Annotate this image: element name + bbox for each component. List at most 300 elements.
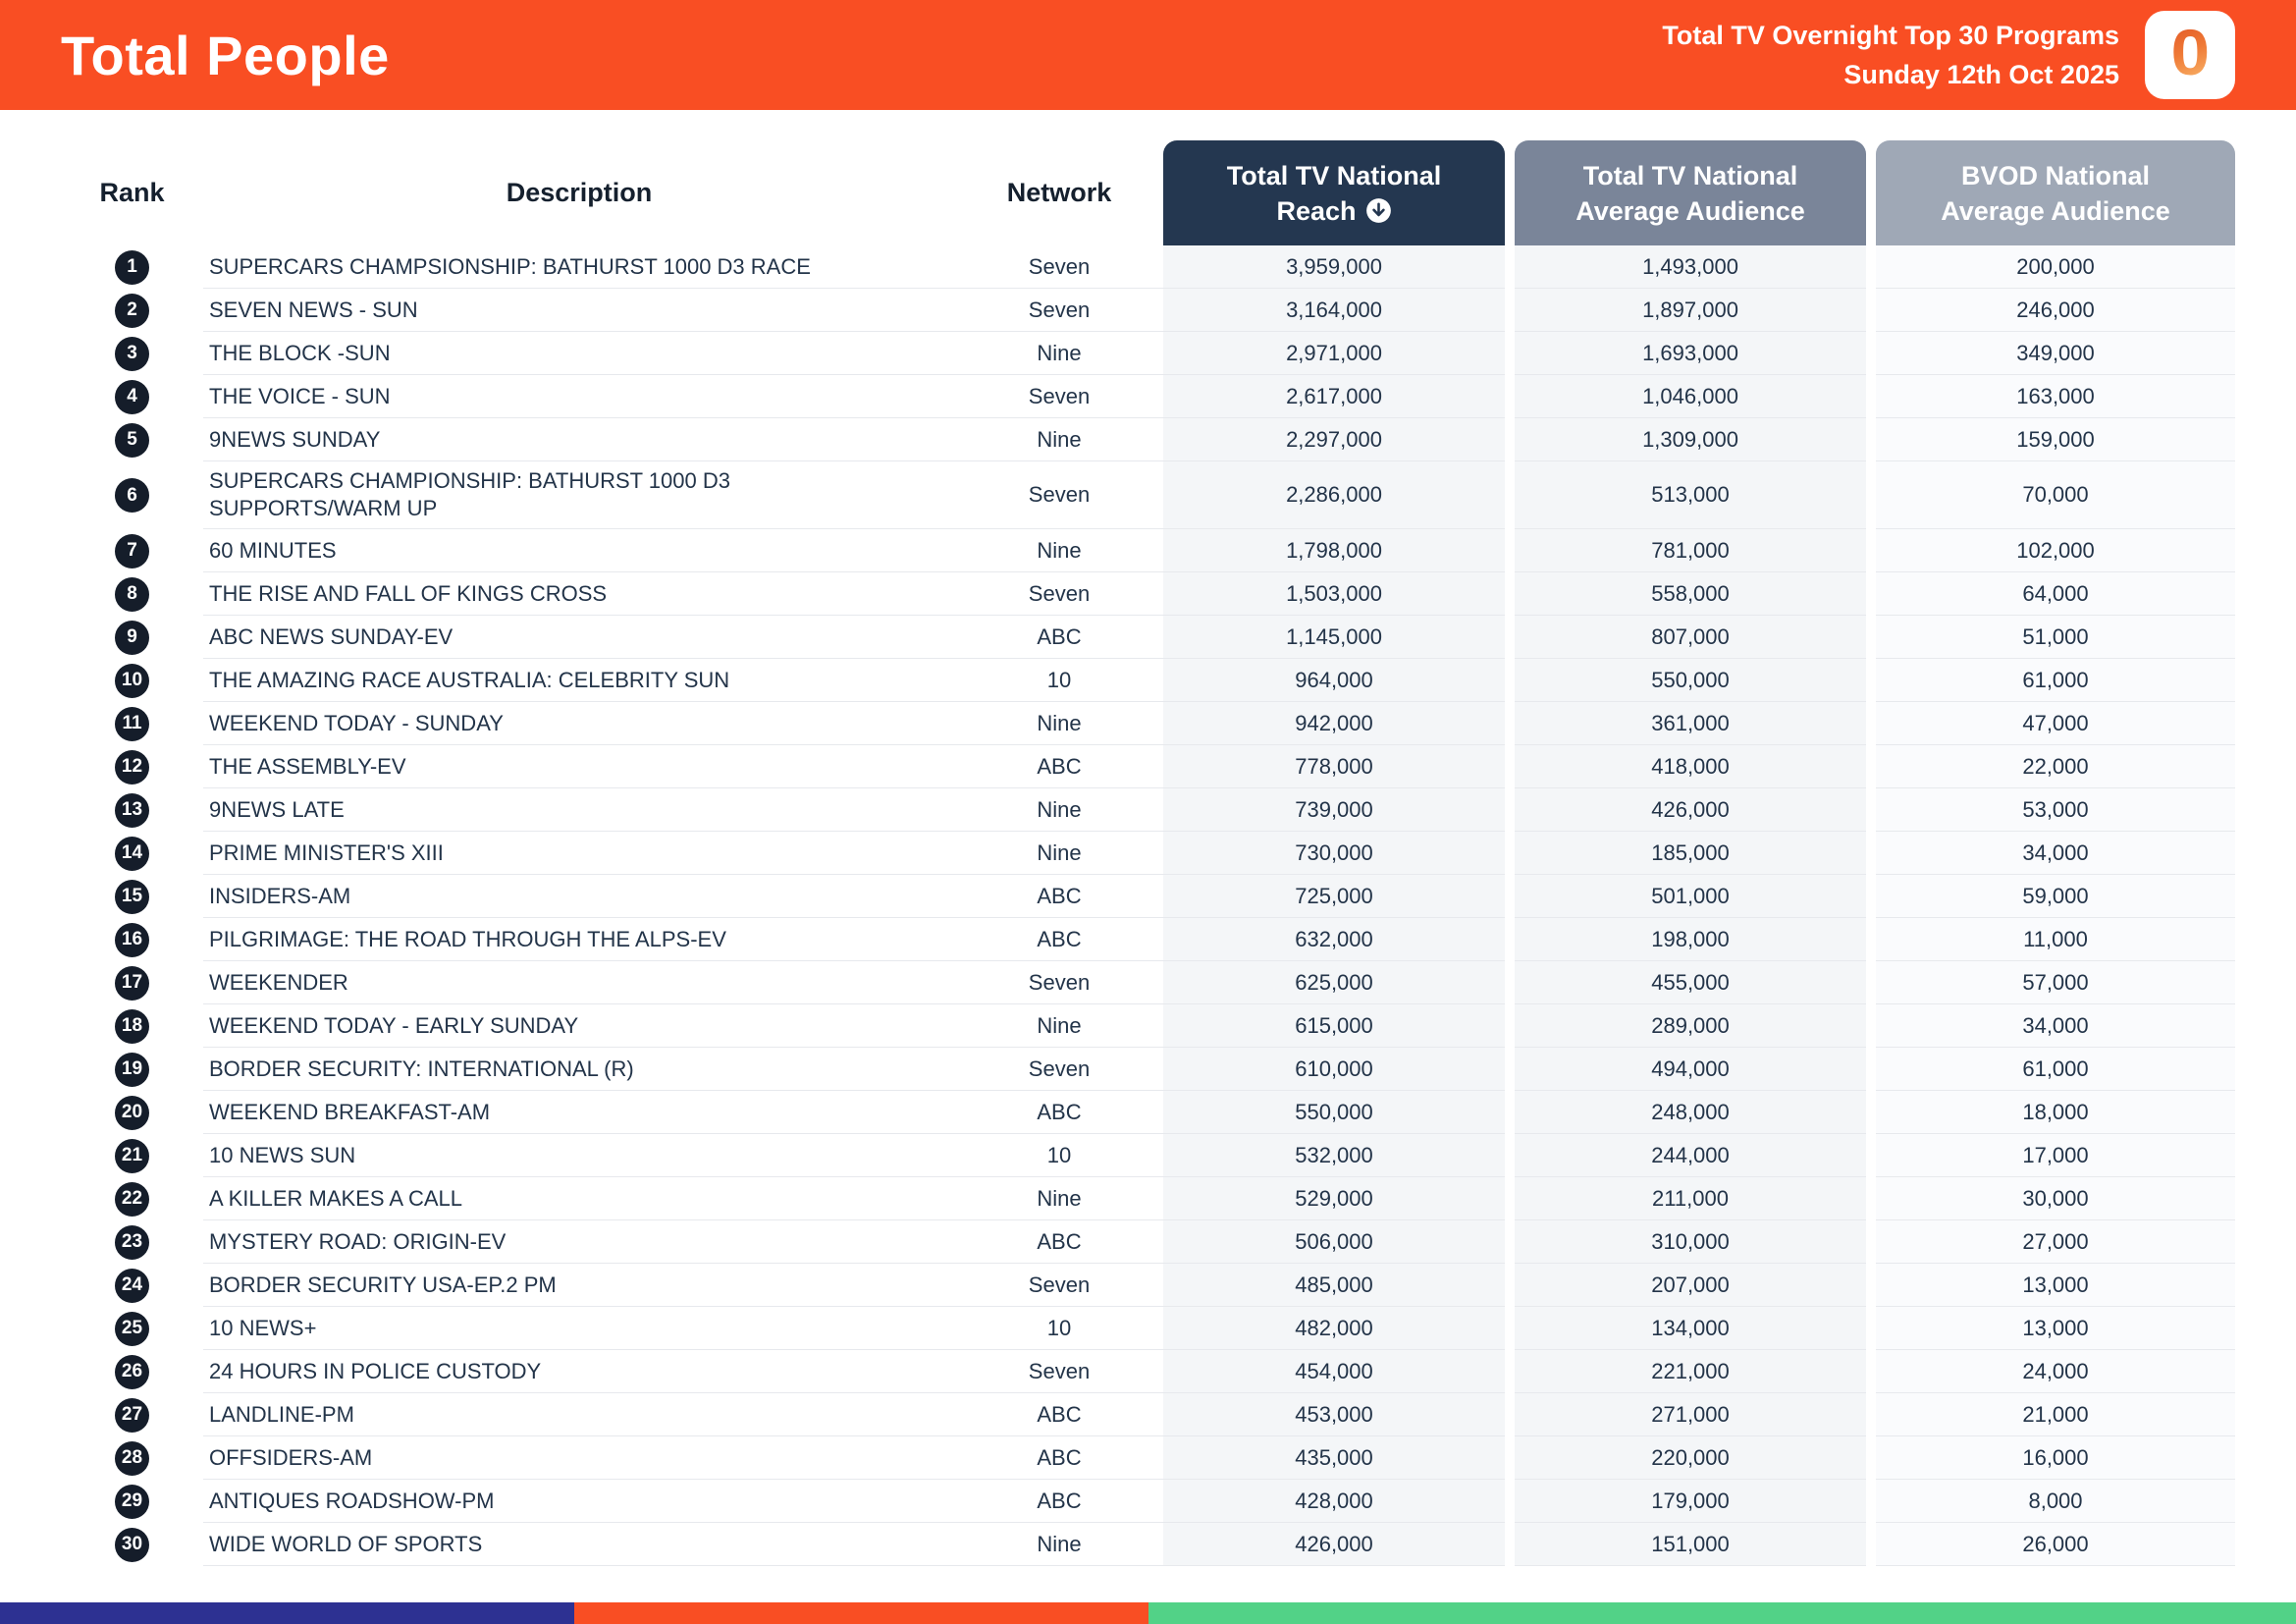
row-gutter [1505, 1004, 1515, 1048]
bvod-national-average-audience-cell: 13,000 [1876, 1264, 2235, 1307]
row-gutter [1866, 1134, 1876, 1177]
description-cell: WEEKEND BREAKFAST-AM [203, 1091, 955, 1134]
network-cell: 10 [955, 1307, 1163, 1350]
table-row [61, 1523, 2235, 1566]
network-cell: ABC [955, 918, 1163, 961]
network-cell: Nine [955, 1177, 1163, 1220]
network-cell: Seven [955, 1350, 1163, 1393]
description-cell: THE RISE AND FALL OF KINGS CROSS [203, 572, 955, 616]
network-cell: ABC [955, 1480, 1163, 1523]
avg-header-line2: Average Audience [1575, 195, 1805, 226]
total-tv-national-average-audience-cell: 1,309,000 [1515, 418, 1866, 461]
row-gutter [1866, 1480, 1876, 1523]
row-gutter [1866, 332, 1876, 375]
network-cell: Nine [955, 702, 1163, 745]
avg-header-line1: Total TV National [1582, 160, 1798, 190]
row-gutter [1505, 1393, 1515, 1436]
row-gutter [1505, 875, 1515, 918]
table-row [61, 572, 2235, 616]
rank-cell [61, 332, 203, 375]
total-tv-national-reach-cell: 482,000 [1163, 1307, 1505, 1350]
report-subtitle [1662, 16, 2119, 94]
total-tv-national-reach-cell: 3,959,000 [1163, 245, 1505, 289]
row-gutter [1866, 1350, 1876, 1393]
column-header-network: Network [1006, 178, 1112, 207]
total-tv-national-reach-cell: 2,286,000 [1163, 461, 1505, 529]
network-cell: 10 [955, 1134, 1163, 1177]
description-cell: LANDLINE-PM [203, 1393, 955, 1436]
row-gutter [1866, 832, 1876, 875]
row-gutter [1505, 832, 1515, 875]
total-tv-national-average-audience-cell: 455,000 [1515, 961, 1866, 1004]
row-gutter [1505, 245, 1515, 289]
table-body [61, 245, 2235, 1566]
description-cell: THE ASSEMBLY-EV [203, 745, 955, 788]
header-gutter [1505, 140, 1515, 245]
row-gutter [1866, 1307, 1876, 1350]
report-subtitle-line2: Sunday 12th Oct 2025 [1843, 60, 2119, 89]
bvod-national-average-audience-cell: 64,000 [1876, 572, 2235, 616]
bvod-national-average-audience-cell: 27,000 [1876, 1220, 2235, 1264]
rank-number: 29 [121, 1490, 143, 1511]
table-row [61, 659, 2235, 702]
row-gutter [1866, 1393, 1876, 1436]
description-cell: SEVEN NEWS - SUN [203, 289, 955, 332]
bvod-national-average-audience-cell: 21,000 [1876, 1393, 2235, 1436]
bvod-national-average-audience-cell: 200,000 [1876, 245, 2235, 289]
table-row [61, 1436, 2235, 1480]
rank-badge [115, 1053, 149, 1087]
total-tv-national-reach-cell: 453,000 [1163, 1393, 1505, 1436]
rank-badge [115, 1485, 149, 1519]
row-gutter [1505, 1436, 1515, 1480]
row-gutter [1866, 659, 1876, 702]
bvod-national-average-audience-cell: 13,000 [1876, 1307, 2235, 1350]
row-gutter [1866, 1523, 1876, 1566]
rank-badge [115, 621, 149, 655]
row-gutter [1505, 961, 1515, 1004]
bvod-national-average-audience-cell: 61,000 [1876, 659, 2235, 702]
description-cell: 9NEWS LATE [203, 788, 955, 832]
total-tv-national-average-audience-cell: 211,000 [1515, 1177, 1866, 1220]
rank-number: 2 [127, 299, 137, 320]
table-row [61, 702, 2235, 745]
row-gutter [1505, 1134, 1515, 1177]
total-tv-national-reach-cell: 529,000 [1163, 1177, 1505, 1220]
rank-badge [115, 664, 149, 698]
table-row [61, 1220, 2235, 1264]
total-tv-national-reach-cell: 2,617,000 [1163, 375, 1505, 418]
rank-badge [115, 1182, 149, 1217]
total-tv-national-average-audience-cell: 501,000 [1515, 875, 1866, 918]
table-row [61, 245, 2235, 289]
rank-cell [61, 1307, 203, 1350]
rank-badge [115, 1441, 149, 1476]
network-cell: Seven [955, 1048, 1163, 1091]
rank-number: 9 [127, 626, 137, 647]
row-gutter [1505, 332, 1515, 375]
network-cell: Seven [955, 461, 1163, 529]
description-cell: 9NEWS SUNDAY [203, 418, 955, 461]
total-tv-national-reach-cell: 730,000 [1163, 832, 1505, 875]
row-gutter [1866, 529, 1876, 572]
total-tv-national-reach-cell: 625,000 [1163, 961, 1505, 1004]
rank-cell [61, 1436, 203, 1480]
total-tv-national-average-audience-cell: 1,693,000 [1515, 332, 1866, 375]
total-tv-national-reach-cell: 725,000 [1163, 875, 1505, 918]
rank-cell [61, 788, 203, 832]
rank-cell [61, 702, 203, 745]
table-row [61, 1177, 2235, 1220]
bvod-national-average-audience-cell: 163,000 [1876, 375, 2235, 418]
network-cell: Seven [955, 289, 1163, 332]
row-gutter [1505, 1480, 1515, 1523]
rank-number: 24 [121, 1274, 143, 1295]
rank-cell [61, 1393, 203, 1436]
rank-cell [61, 1177, 203, 1220]
table-row [61, 461, 2235, 529]
description-cell: 60 MINUTES [203, 529, 955, 572]
table-header-row [61, 140, 2235, 245]
total-tv-national-reach-cell: 426,000 [1163, 1523, 1505, 1566]
description-cell: PRIME MINISTER'S XIII [203, 832, 955, 875]
description-cell: 10 NEWS SUN [203, 1134, 955, 1177]
row-gutter [1505, 918, 1515, 961]
rank-number: 26 [121, 1361, 143, 1381]
network-cell: ABC [955, 1393, 1163, 1436]
row-gutter [1866, 1220, 1876, 1264]
network-cell: Seven [955, 572, 1163, 616]
total-tv-national-reach-cell: 428,000 [1163, 1480, 1505, 1523]
total-tv-national-reach-cell: 1,145,000 [1163, 616, 1505, 659]
total-tv-national-reach-cell: 964,000 [1163, 659, 1505, 702]
row-gutter [1505, 418, 1515, 461]
column-header-bvod-national-average-audience [1876, 140, 2235, 245]
rank-badge [115, 1139, 149, 1173]
total-tv-national-reach-cell: 454,000 [1163, 1350, 1505, 1393]
bvod-national-average-audience-cell: 30,000 [1876, 1177, 2235, 1220]
network-cell: Nine [955, 529, 1163, 572]
rank-badge [115, 478, 149, 513]
bvod-national-average-audience-cell: 349,000 [1876, 332, 2235, 375]
row-gutter [1505, 1523, 1515, 1566]
table-row [61, 1307, 2235, 1350]
bvod-national-average-audience-cell: 47,000 [1876, 702, 2235, 745]
total-tv-national-reach-cell: 506,000 [1163, 1220, 1505, 1264]
circle-arrow-down-icon [1365, 197, 1392, 224]
row-gutter [1505, 1264, 1515, 1307]
bvod-national-average-audience-cell: 16,000 [1876, 1436, 2235, 1480]
total-tv-national-reach-cell: 942,000 [1163, 702, 1505, 745]
description-cell: 24 HOURS IN POLICE CUSTODY [203, 1350, 955, 1393]
total-tv-national-average-audience-cell: 248,000 [1515, 1091, 1866, 1134]
total-tv-national-reach-cell: 615,000 [1163, 1004, 1505, 1048]
row-gutter [1505, 616, 1515, 659]
total-tv-national-average-audience-cell: 1,046,000 [1515, 375, 1866, 418]
description-cell: INSIDERS-AM [203, 875, 955, 918]
rank-number: 30 [121, 1534, 143, 1554]
rank-badge [115, 923, 149, 957]
row-gutter [1505, 1048, 1515, 1091]
row-gutter [1866, 918, 1876, 961]
total-tv-national-average-audience-cell: 426,000 [1515, 788, 1866, 832]
table-row [61, 332, 2235, 375]
description-cell: MYSTERY ROAD: ORIGIN-EV [203, 1220, 955, 1264]
table-row [61, 1134, 2235, 1177]
row-gutter [1866, 418, 1876, 461]
total-tv-national-average-audience-cell: 807,000 [1515, 616, 1866, 659]
rank-badge [115, 1355, 149, 1389]
rank-badge [115, 1009, 149, 1044]
rank-number: 7 [127, 540, 137, 561]
total-tv-national-reach-cell: 435,000 [1163, 1436, 1505, 1480]
total-tv-national-average-audience-cell: 207,000 [1515, 1264, 1866, 1307]
bvod-national-average-audience-cell: 34,000 [1876, 1004, 2235, 1048]
rank-number: 19 [121, 1058, 143, 1079]
rank-number: 15 [121, 886, 143, 906]
rank-number: 17 [121, 972, 143, 993]
description-cell: PILGRIMAGE: THE ROAD THROUGH THE ALPS-EV [203, 918, 955, 961]
rank-cell [61, 1264, 203, 1307]
rank-badge [115, 1096, 149, 1130]
bvod-national-average-audience-cell: 57,000 [1876, 961, 2235, 1004]
row-gutter [1866, 1091, 1876, 1134]
total-tv-national-reach-cell: 1,798,000 [1163, 529, 1505, 572]
description-cell: THE BLOCK -SUN [203, 332, 955, 375]
rank-cell [61, 1004, 203, 1048]
rank-cell [61, 245, 203, 289]
bvod-national-average-audience-cell: 59,000 [1876, 875, 2235, 918]
table-row [61, 1393, 2235, 1436]
network-cell: ABC [955, 616, 1163, 659]
footer-bar [0, 1602, 2296, 1624]
row-gutter [1505, 1177, 1515, 1220]
row-gutter [1505, 572, 1515, 616]
description-cell: WEEKEND TODAY - SUNDAY [203, 702, 955, 745]
total-tv-national-reach-cell: 2,971,000 [1163, 332, 1505, 375]
report-subtitle-line1: Total TV Overnight Top 30 Programs [1662, 21, 2119, 50]
bvod-national-average-audience-cell: 34,000 [1876, 832, 2235, 875]
table-row [61, 375, 2235, 418]
total-tv-national-reach-cell: 485,000 [1163, 1264, 1505, 1307]
description-cell: 10 NEWS+ [203, 1307, 955, 1350]
network-cell: ABC [955, 875, 1163, 918]
topbar [0, 0, 2296, 110]
total-tv-national-average-audience-cell: 151,000 [1515, 1523, 1866, 1566]
bvod-national-average-audience-cell: 18,000 [1876, 1091, 2235, 1134]
row-gutter [1866, 1436, 1876, 1480]
rank-badge [115, 1269, 149, 1303]
bvod-national-average-audience-cell: 246,000 [1876, 289, 2235, 332]
table-row [61, 1480, 2235, 1523]
rank-cell [61, 1523, 203, 1566]
rank-badge [115, 380, 149, 414]
rank-number: 11 [122, 713, 142, 733]
rank-cell [61, 289, 203, 332]
rank-badge [115, 577, 149, 612]
network-cell: Nine [955, 418, 1163, 461]
total-tv-national-average-audience-cell: 1,493,000 [1515, 245, 1866, 289]
table-row [61, 961, 2235, 1004]
rank-badge [115, 880, 149, 914]
rank-number: 14 [121, 842, 143, 863]
rank-number: 21 [121, 1145, 143, 1165]
rank-cell [61, 616, 203, 659]
oztam-logo-zero-glyph: 0 [2170, 16, 2210, 88]
row-gutter [1866, 375, 1876, 418]
footer-segment-blue [0, 1602, 574, 1624]
total-tv-national-average-audience-cell: 781,000 [1515, 529, 1866, 572]
rank-number: 1 [127, 256, 137, 277]
network-cell: Seven [955, 961, 1163, 1004]
row-gutter [1505, 659, 1515, 702]
rank-cell [61, 1480, 203, 1523]
total-tv-national-average-audience-cell: 244,000 [1515, 1134, 1866, 1177]
total-tv-national-reach-cell: 532,000 [1163, 1134, 1505, 1177]
rank-badge [115, 750, 149, 785]
row-gutter [1505, 1307, 1515, 1350]
rank-number: 8 [127, 583, 137, 604]
description-cell: OFFSIDERS-AM [203, 1436, 955, 1480]
bvod-national-average-audience-cell: 61,000 [1876, 1048, 2235, 1091]
total-tv-national-average-audience-cell: 289,000 [1515, 1004, 1866, 1048]
row-gutter [1866, 1264, 1876, 1307]
rank-badge [115, 1312, 149, 1346]
total-tv-national-reach-cell: 550,000 [1163, 1091, 1505, 1134]
description-cell: BORDER SECURITY: INTERNATIONAL (R) [203, 1048, 955, 1091]
description-cell: ABC NEWS SUNDAY-EV [203, 616, 955, 659]
network-cell: 10 [955, 659, 1163, 702]
rank-number: 22 [121, 1188, 143, 1209]
total-tv-national-average-audience-cell: 179,000 [1515, 1480, 1866, 1523]
rank-badge [115, 966, 149, 1001]
bvod-national-average-audience-cell: 22,000 [1876, 745, 2235, 788]
network-cell: Seven [955, 375, 1163, 418]
rank-cell [61, 875, 203, 918]
reach-header-line1: Total TV National [1226, 160, 1442, 190]
rank-badge [115, 534, 149, 568]
total-tv-national-average-audience-cell: 220,000 [1515, 1436, 1866, 1480]
table-row [61, 1264, 2235, 1307]
total-tv-national-reach-cell: 632,000 [1163, 918, 1505, 961]
total-tv-national-average-audience-cell: 198,000 [1515, 918, 1866, 961]
rank-badge [115, 793, 149, 828]
bvod-national-average-audience-cell: 24,000 [1876, 1350, 2235, 1393]
network-cell: ABC [955, 1220, 1163, 1264]
bvod-national-average-audience-cell: 53,000 [1876, 788, 2235, 832]
total-tv-national-average-audience-cell: 185,000 [1515, 832, 1866, 875]
rank-cell [61, 375, 203, 418]
network-cell: Nine [955, 1004, 1163, 1048]
rank-cell [61, 1048, 203, 1091]
total-tv-national-reach-cell: 3,164,000 [1163, 289, 1505, 332]
network-cell: ABC [955, 745, 1163, 788]
table-row [61, 418, 2235, 461]
bvod-national-average-audience-cell: 8,000 [1876, 1480, 2235, 1523]
row-gutter [1866, 1177, 1876, 1220]
description-cell: SUPERCARS CHAMPIONSHIP: BATHURST 1000 D3 SUPPORTS/WARM UP [203, 461, 955, 529]
rank-badge [115, 1528, 149, 1562]
rank-badge [115, 294, 149, 328]
row-gutter [1505, 745, 1515, 788]
bvod-national-average-audience-cell: 102,000 [1876, 529, 2235, 572]
total-tv-national-reach-cell: 1,503,000 [1163, 572, 1505, 616]
table-row [61, 1091, 2235, 1134]
row-gutter [1866, 245, 1876, 289]
table-row [61, 1048, 2235, 1091]
total-tv-national-average-audience-cell: 550,000 [1515, 659, 1866, 702]
description-cell: SUPERCARS CHAMPSIONSHIP: BATHURST 1000 D3 RACE [203, 245, 955, 289]
row-gutter [1505, 1091, 1515, 1134]
table-row [61, 875, 2235, 918]
rank-number: 18 [121, 1015, 143, 1036]
rank-number: 3 [127, 343, 137, 363]
total-tv-national-average-audience-cell: 494,000 [1515, 1048, 1866, 1091]
total-tv-national-average-audience-cell: 513,000 [1515, 461, 1866, 529]
description-cell: BORDER SECURITY USA-EP.2 PM [203, 1264, 955, 1307]
row-gutter [1866, 875, 1876, 918]
network-cell: ABC [955, 1091, 1163, 1134]
description-cell: THE VOICE - SUN [203, 375, 955, 418]
table-row [61, 616, 2235, 659]
rank-number: 12 [121, 756, 143, 777]
rank-number: 13 [121, 799, 143, 820]
network-cell: ABC [955, 1436, 1163, 1480]
table-row [61, 529, 2235, 572]
rank-cell [61, 918, 203, 961]
header-gutter [1866, 140, 1876, 245]
column-header-rank: Rank [99, 178, 165, 207]
total-tv-national-average-audience-cell: 310,000 [1515, 1220, 1866, 1264]
rank-number: 10 [121, 670, 143, 690]
rank-number: 16 [121, 929, 143, 949]
rank-badge [115, 337, 149, 371]
column-header-total-tv-national-average-audience [1515, 140, 1866, 245]
network-cell: Nine [955, 788, 1163, 832]
table-row [61, 788, 2235, 832]
row-gutter [1505, 375, 1515, 418]
rank-badge [115, 1225, 149, 1260]
rank-cell [61, 832, 203, 875]
page-title: Total People [61, 24, 390, 86]
bvod-national-average-audience-cell: 11,000 [1876, 918, 2235, 961]
reach-header-line2: Reach [1276, 195, 1357, 226]
rank-badge [115, 707, 149, 741]
total-tv-national-reach-cell: 778,000 [1163, 745, 1505, 788]
rank-cell [61, 1350, 203, 1393]
network-cell: Seven [955, 1264, 1163, 1307]
rank-number: 6 [127, 484, 137, 506]
programs-table [61, 140, 2235, 1566]
column-header-total-tv-national-reach[interactable] [1163, 140, 1505, 245]
total-tv-national-reach-cell: 2,297,000 [1163, 418, 1505, 461]
row-gutter [1505, 788, 1515, 832]
table-row [61, 1004, 2235, 1048]
rank-number: 28 [121, 1447, 143, 1468]
footer-segment-orange [574, 1602, 1148, 1624]
rank-cell [61, 1091, 203, 1134]
row-gutter [1505, 1220, 1515, 1264]
row-gutter [1505, 702, 1515, 745]
column-header-description: Description [506, 178, 653, 207]
row-gutter [1866, 1048, 1876, 1091]
row-gutter [1866, 702, 1876, 745]
rank-number: 25 [121, 1318, 143, 1338]
rank-number: 5 [127, 429, 137, 450]
bvod-header-line1: BVOD National [1960, 160, 2151, 190]
network-cell: Nine [955, 832, 1163, 875]
rank-badge [115, 423, 149, 458]
